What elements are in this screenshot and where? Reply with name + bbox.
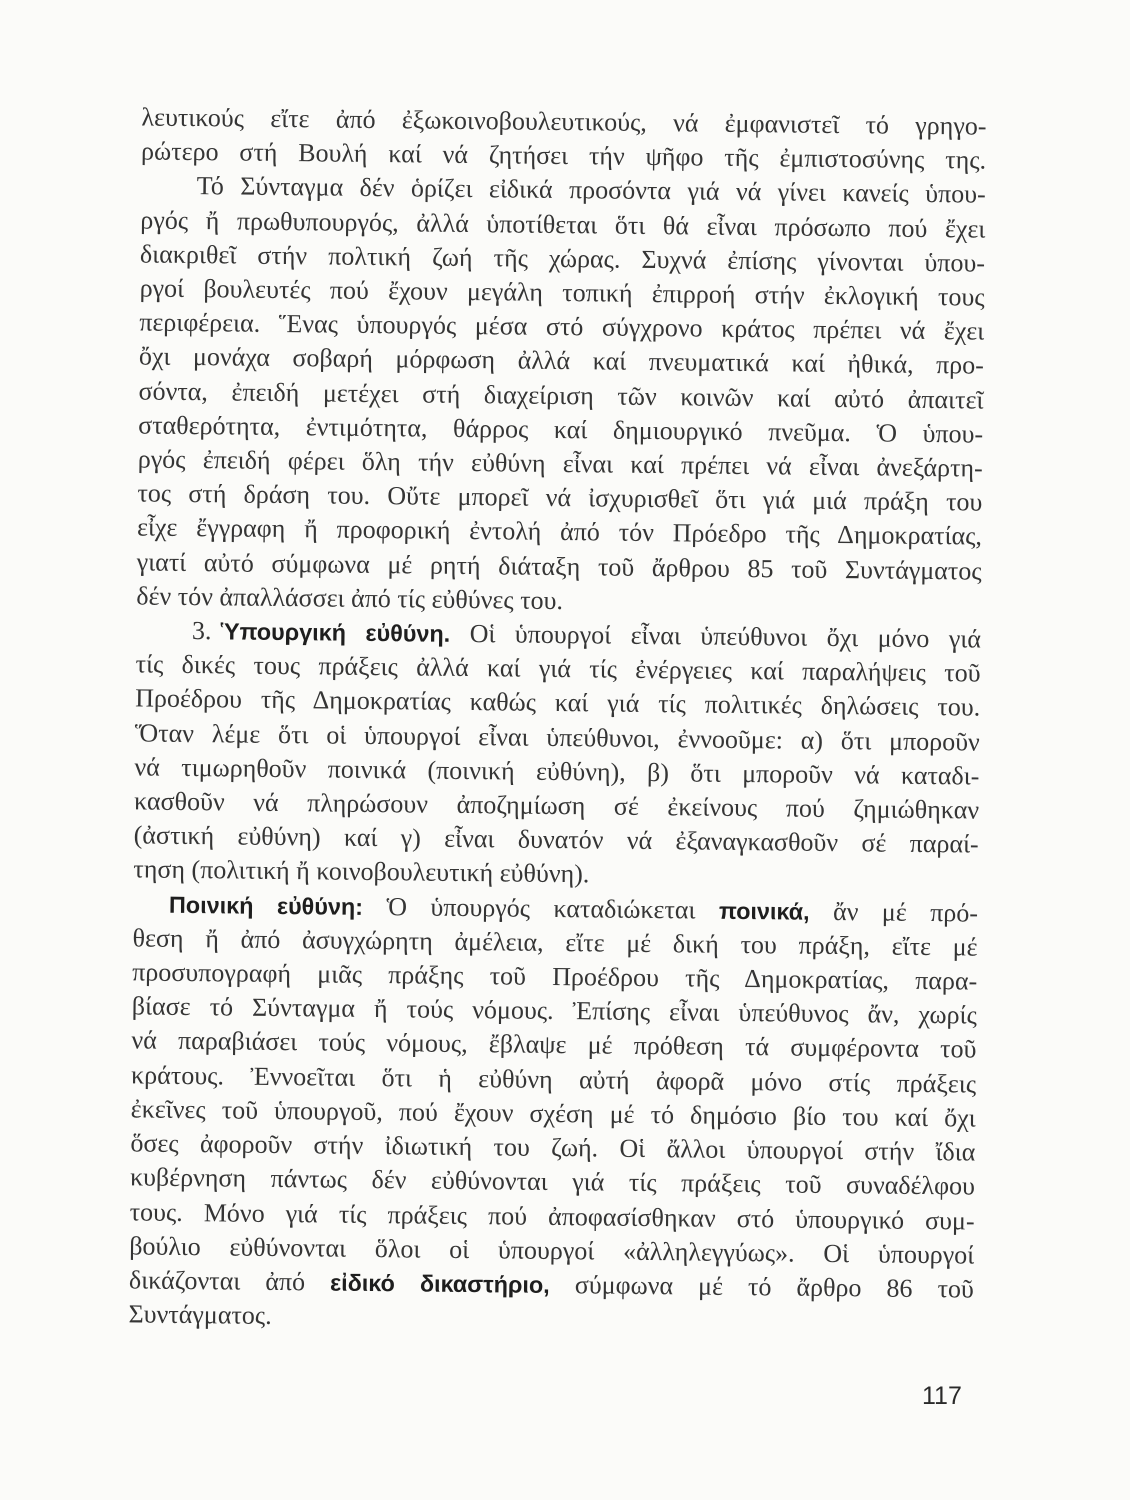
text-line: προσυπογραφή μιᾶς πράξης τοῦ Προέδρου τῆς Δημοκρατίας, παρα-: [132, 957, 978, 996]
text-column: [128, 100, 986, 1340]
page-number: 117: [922, 1382, 962, 1410]
text-line: διακριθεῖ στήν πολτική ζωή τῆς χώρας. Συχνά ἐπίσης γίνονται ὑπου-: [139, 239, 986, 278]
text-line: θεση ἤ ἀπό ἀσυγχώρητη ἀμέλεια, εἴτε μέ δική του πράξη, εἴτε μέ: [132, 923, 978, 962]
paragraph-continued: [141, 100, 987, 178]
text-line: κράτους. Ἐννοεῖται ὅτι ἡ εὐθύνη αὐτή ἀφορᾶ μόνο στίς πράξεις: [130, 1060, 977, 1099]
text-line: εἶχε ἔγγραφη ἤ προφορική ἐντολή ἀπό τόν Πρόεδρο τῆς Δημοκρατίας,: [136, 512, 983, 552]
text-line: γιατί αὐτό σύμφωνα μέ ρητή διάταξη τοῦ ἄρθρου 85 τοῦ Συντάγματος: [136, 547, 982, 586]
text-line: νά τιμωρηθοῦν ποινικά (ποινική εὐθύνη), β) ὅτι μποροῦν νά καταδι-: [134, 752, 980, 791]
section-heading: Ὑπουργική εὐθύνη.: [220, 618, 451, 647]
text-line: Συντάγματος.: [128, 1299, 272, 1331]
text-line: ργός ἐπειδή φέρει ὅλη τήν εὐθύνη εἶναι καί πρέπει νά εἶναι ἀνεξάρτη-: [137, 444, 983, 483]
text-line: ρώτερο στή Βουλή καί νά ζητήσει τήν ψῆφο τῆς ἐμπιστοσύνης της.: [140, 136, 987, 175]
text-line: τους. Μόνο γιά τίς πράξεις πού ἀποφασίσθηκαν στό ὑπουργικό συμ-: [129, 1196, 975, 1236]
section-ministerial-responsibility: [133, 613, 981, 896]
text-line: τος στή δράση του. Οὔτε μπορεῖ νά ἰσχυρισθεῖ ὅτι γιά μιά πράξη του: [137, 478, 983, 517]
text-run: σύμφωνα μέ τό ἄρθρο 86 τοῦ: [549, 1269, 975, 1304]
text-line: λευτικούς εἴτε ἀπό ἐξωκοινοβουλευτικούς, νά ἐμφανιστεῖ τό γρηγο-: [141, 102, 987, 141]
text-line: σόντα, ἐπειδή μετέχει στή διαχείριση τῶν κοινῶν καί αὐτό ἀπαιτεῖ: [138, 376, 984, 415]
text-line: βούλιο εὐθύνονται ὅλοι οἱ ὑπουργοί «ἀλληλεγγύως». Οἱ ὑπουργοί: [129, 1231, 975, 1270]
text-line: ἐκεῖνες τοῦ ὑπουργοῦ, πού ἔχουν σχέση μέ τό δημόσιο βίο του καί ὄχι: [130, 1094, 976, 1133]
text-line: ὄχι μονάχα σοβαρή μόρφωση ἀλλά καί πνευματικά καί ἠθικά, προ-: [138, 341, 985, 381]
emphasis-text: εἰδικό δικαστήριο,: [329, 1269, 550, 1298]
text-run: ἄν μέ πρό-: [809, 896, 979, 928]
paragraph-criminal-liability: [128, 887, 978, 1341]
text-line: ὅσες ἀφοροῦν στήν ἰδιωτική του ζωή. Οἱ ἄλλοι ὑπουργοί στήν ἴδια: [130, 1128, 976, 1167]
text-line: βίασε τό Σύνταγμα ἤ τούς νόμους. Ἐπίσης εἶναι ὑπεύθυνος ἄν, χωρίς: [131, 991, 977, 1030]
text-line: τηση (πολιτική ἤ κοινοβουλευτική εὐθύνη).: [133, 854, 590, 889]
text-line: (ἀστική εὐθύνη) καί γ) εἶναι δυνατόν νά ἐξαναγκασθοῦν σέ παραί-: [133, 820, 979, 859]
section-number: 3.: [191, 616, 212, 646]
text-line: δέν τόν ἀπαλλάσσει ἀπό τίς εὐθύνες του.: [136, 581, 564, 615]
text-line: κυβέρνηση πάντως δέν εὐθύνονται γιά τίς πράξεις τοῦ συναδέλφου: [129, 1162, 976, 1201]
text-line: Τό Σύνταγμα δέν ὁρίζει εἰδικά προσόντα γιά νά γίνει κανείς ὑπου-: [196, 171, 986, 210]
text-line: Προέδρου τῆς Δημοκρατίας καθώς καί γιά τίς πολιτικές δηλώσεις του.: [135, 683, 981, 723]
text-line: ργοί βουλευτές πού ἔχουν μεγάλη τοπική ἐπιρροή στήν ἐκλογική τους: [139, 273, 985, 312]
text-run: Οἱ ὑπουργοί εἶναι ὑπεύθυνοι ὄχι μόνο γιά: [450, 618, 982, 654]
text-line: κασθοῦν νά πληρώσουν ἀποζημίωση σέ ἐκείνους πού ζημιώθηκαν: [133, 786, 980, 825]
text-line: σταθερότητα, ἐντιμότητα, θάρρος καί δημιουργικό πνεῦμα. Ὁ ὑπου-: [138, 410, 984, 449]
paragraph-minister-qualifications: [136, 169, 986, 623]
text-line: ργός ἤ πρωθυπουργός, ἀλλά ὑποτίθεται ὅτι θά εἶναι πρόσωπο πού ἔχει: [140, 205, 986, 244]
text-line: περιφέρεια. Ἕνας ὑπουργός μέσα στό σύγχρονο κράτος πρέπει νά ἔχει: [139, 307, 985, 346]
paragraph-heading: Ποινική εὐθύνη:: [168, 891, 364, 920]
text-run: Ὁ ὑπουργός καταδιώκεται: [362, 891, 720, 925]
text-line: Ὅταν λέμε ὅτι οἱ ὑπουργοί εἶναι ὑπεύθυνοι, ἐννοοῦμε: α) ὅτι μποροῦν: [134, 718, 980, 757]
text-line: νά παραβιάσει τούς νόμους, ἔβλαψε μέ πρόθεση τά συμφέροντα τοῦ: [131, 1025, 977, 1065]
text-run: δικάζονται ἀπό: [128, 1265, 331, 1297]
emphasis-text: ποινικά,: [718, 897, 810, 925]
text-line: τίς δικές τους πράξεις ἀλλά καί γιά τίς ἐνέργειες καί παραλήψεις τοῦ: [135, 649, 981, 688]
